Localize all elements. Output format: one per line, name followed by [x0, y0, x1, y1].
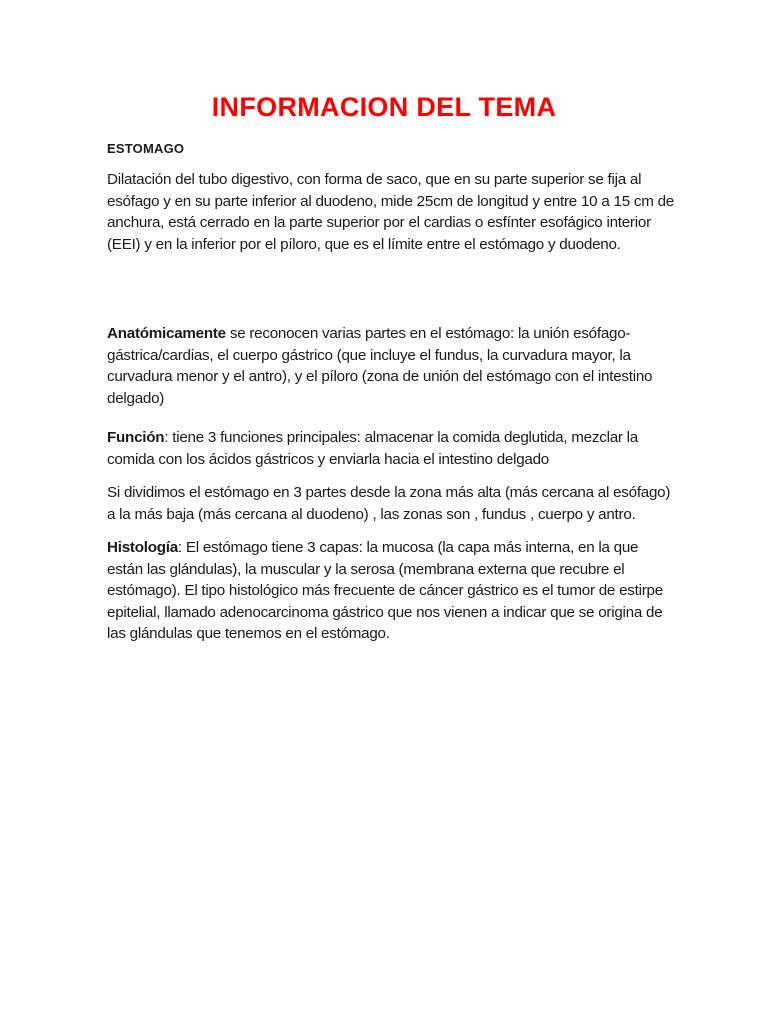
paragraph-histologia — [107, 537, 677, 645]
paragraph-anatomia-text: se reconocen varias partes en el estómago: la unión esófago-gástrica/cardias, el cuerpo gástrico (que incluye el fundus, la curvadura mayor, la curvadura menor y el antro), y el píloro (zona de unión del estómago con el intestino delgado) — [107, 325, 653, 407]
paragraph-intro: Dilatación del tubo digestivo, con forma de saco, que en su parte superior se fija al esófago y en su parte inferior al duodeno, mide 25cm de longitud y entre 10 a 15 cm de anchura, está cerrado en la parte superior por el cardias o esfínter esofágico interior (EEI) y en la inferior por el píloro, que es el límite entre el estómago y duodeno. — [107, 171, 674, 253]
paragraph-anatomia-label: Anatómicamente — [107, 325, 226, 342]
paragraph-histologia-label: Histología — [107, 539, 178, 556]
paragraph-funcion-label: Función — [107, 429, 165, 446]
paragraph-funcion-text: : tiene 3 funciones principales: almacenar la comida deglutida, mezclar la comida con los ácidos gástricos y enviarla hacia el intestino delgado — [107, 429, 638, 468]
section-heading-estomago: ESTOMAGO — [107, 141, 185, 156]
paragraph-anatomia — [107, 323, 677, 409]
paragraph-histologia-text: : El estómago tiene 3 capas: la mucosa (la capa más interna, en la que están las glándulas), la muscular y la serosa (membrana externa que recubre el estómago). El tipo histológico más frecuente de cáncer gástrico es el tumor de estirpe epitelial, llamado adenocarcinoma gástrico que nos vienen a indicar que se origina de las glándulas que tenemos en el estómago. — [107, 539, 663, 642]
paragraph-partes: Si dividimos el estómago en 3 partes desde la zona más alta (más cercana al esófago) a la más baja (más cercana al duodeno) , las zonas son , fundus , cuerpo y antro. — [107, 484, 671, 523]
page-title: INFORMACION DEL TEMA — [211, 92, 557, 122]
paragraph-funcion — [107, 427, 677, 470]
